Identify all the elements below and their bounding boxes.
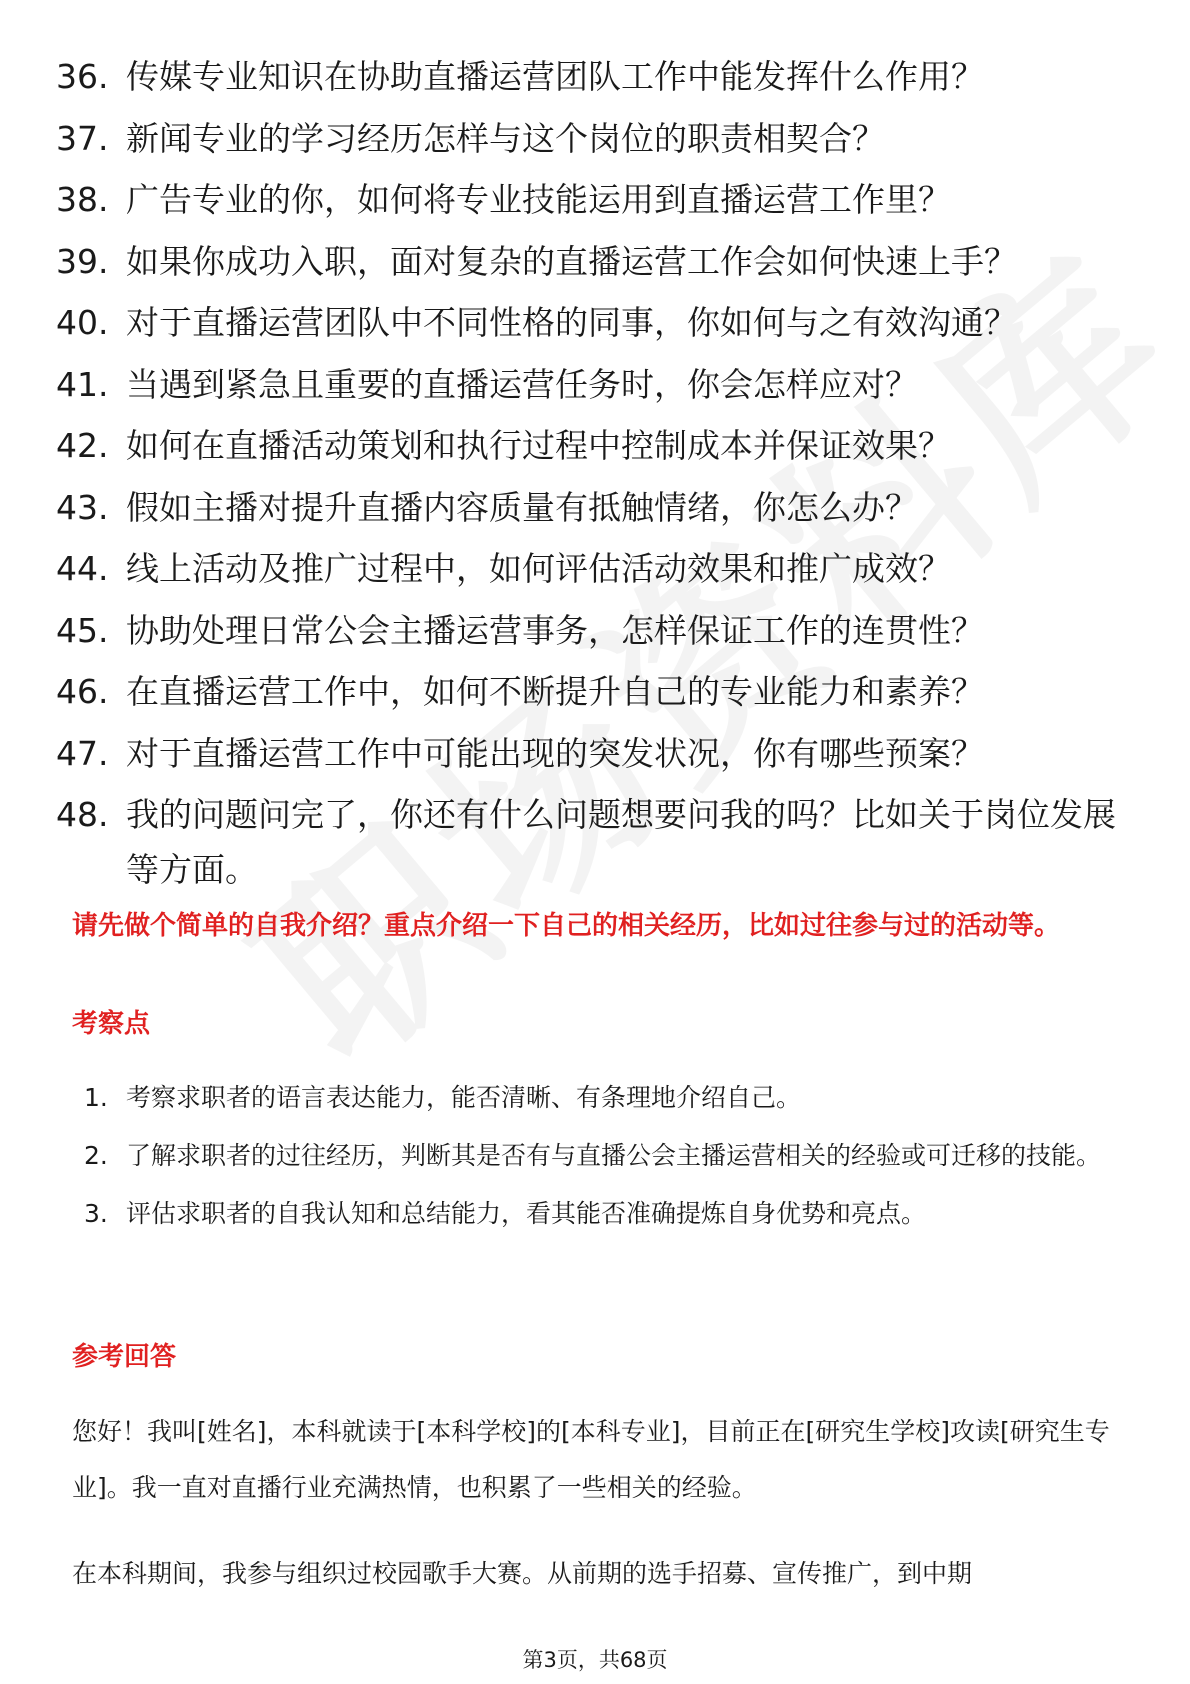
question-list	[56, 46, 1136, 897]
question-text: 线上活动及推广过程中，如何评估活动效果和推广成效？	[126, 549, 951, 588]
question-number: 38.	[56, 180, 109, 219]
question-text: 假如主播对提升直播内容质量有抵触情绪，你怎么办？	[126, 487, 918, 527]
page-footer: 第3页，共68页	[522, 1648, 668, 1672]
list-item	[56, 784, 1136, 897]
point-number: 2.	[84, 1141, 108, 1170]
answer-paragraph: 您好！我叫[姓名]，本科就读于[本科学校]的[本科专业]，目前正在[研究生学校]攻读[研究生专业]。我一直对直播行业充满热情，也积累了一些相关的经验。	[72, 1417, 1110, 1502]
question-number: 44.	[56, 549, 109, 588]
list-item	[56, 661, 1136, 723]
question-text: 如何在直播活动策划和执行过程中控制成本并保证效果？	[126, 426, 951, 465]
answer-paragraph: 在本科期间，我参与组织过校园歌手大赛。从前期的选手招募、宣传推广，到中期	[72, 1559, 973, 1588]
list-item	[56, 600, 1136, 662]
list-item	[56, 231, 1136, 293]
question-number: 46.	[56, 672, 109, 711]
list-item	[84, 1128, 1124, 1184]
list-item	[56, 723, 1136, 785]
question-text: 传媒专业知识在协助直播运营团队工作中能发挥什么作用？	[126, 57, 984, 96]
list-item	[84, 1070, 1124, 1126]
question-number: 39.	[56, 241, 109, 281]
list-item	[84, 1186, 1124, 1242]
question-text: 我的问题问完了，你还有什么问题想要问我的吗？比如关于岗位发展等方面。	[126, 795, 1116, 889]
list-item	[56, 538, 1136, 600]
list-item	[56, 46, 1136, 108]
question-text: 新闻专业的学习经历怎样与这个岗位的职责相契合？	[126, 118, 885, 158]
question-number: 36.	[56, 57, 109, 96]
point-text: 考察求职者的语言表达能力，能否清晰、有条理地介绍自己。	[126, 1083, 802, 1112]
question-text: 当遇到紧急且重要的直播运营任务时，你会怎样应对？	[126, 364, 918, 404]
question-number: 43.	[56, 487, 109, 527]
list-item	[56, 477, 1136, 539]
point-number: 3.	[84, 1199, 108, 1228]
list-item	[56, 354, 1136, 416]
question-text: 在直播运营工作中，如何不断提升自己的专业能力和素养？	[126, 672, 984, 711]
question-text: 广告专业的你，如何将专业技能运用到直播运营工作里？	[126, 180, 951, 219]
points-list	[84, 1070, 1124, 1244]
question-number: 47.	[56, 733, 109, 773]
question-text: 协助处理日常公会主播运营事务，怎样保证工作的连贯性？	[126, 610, 984, 650]
point-number: 1.	[84, 1083, 108, 1112]
question-number: 41.	[56, 364, 109, 404]
question-number: 40.	[56, 303, 109, 342]
list-item	[56, 169, 1136, 231]
points-heading: 考察点	[72, 1009, 151, 1039]
question-number: 45.	[56, 610, 109, 650]
list-item	[56, 415, 1136, 477]
question-text: 对于直播运营团队中不同性格的同事，你如何与之有效沟通？	[126, 303, 1017, 342]
question-number: 37.	[56, 118, 109, 158]
point-text: 了解求职者的过往经历，判断其是否有与直播公会主播运营相关的经验或可迁移的技能。	[126, 1141, 1102, 1170]
question-number: 48.	[56, 795, 109, 834]
question-number: 42.	[56, 426, 109, 465]
question-text: 如果你成功入职，面对复杂的直播运营工作会如何快速上手？	[126, 241, 1017, 281]
point-text: 评估求职者的自我认知和总结能力，看其能否准确提炼自身优势和亮点。	[126, 1199, 927, 1228]
featured-question: 请先做个简单的自我介绍？重点介绍一下自己的相关经历，比如过往参与过的活动等。	[72, 911, 1061, 941]
list-item	[56, 292, 1136, 354]
list-item	[56, 108, 1136, 170]
question-text: 对于直播运营工作中可能出现的突发状况，你有哪些预案？	[126, 733, 984, 773]
answer-heading: 参考回答	[72, 1342, 177, 1372]
